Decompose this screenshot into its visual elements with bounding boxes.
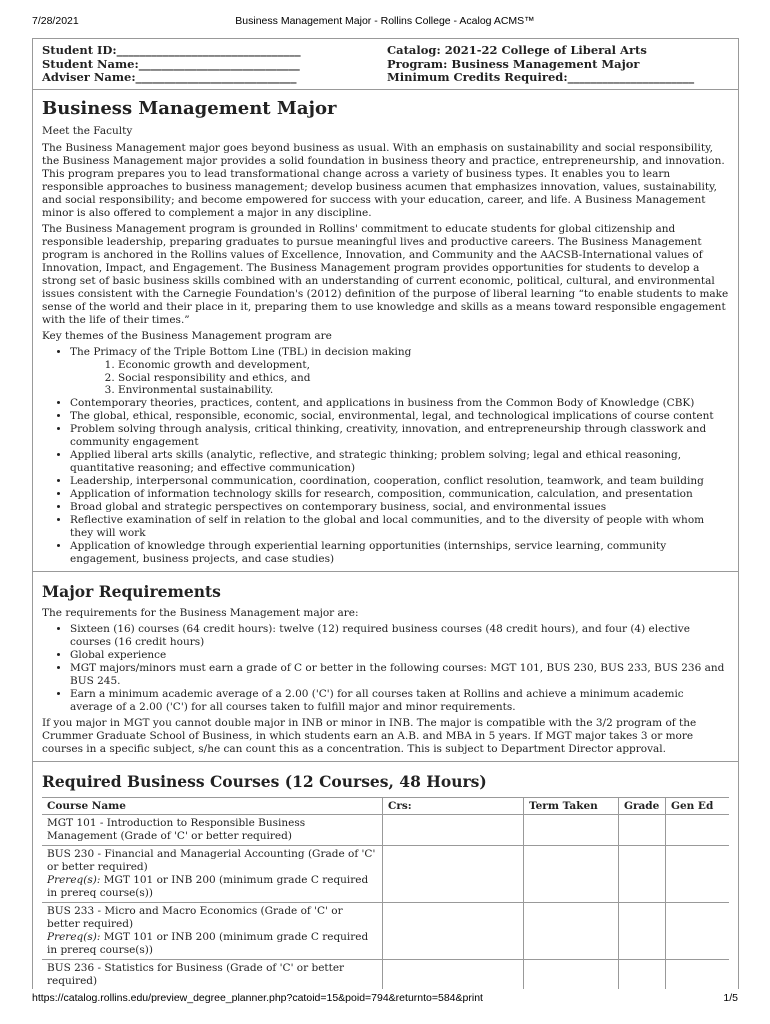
course-name[interactable]: BUS 233 - Micro and Macro Economics (Grade of 'C' or better required) [47, 904, 343, 930]
gen-ed-cell [666, 902, 730, 959]
list-item: 1. Economic growth and development, [118, 359, 729, 372]
requirements-list [42, 623, 729, 714]
gen-ed-cell [666, 959, 730, 989]
prereq-label: Prereq(s): [47, 873, 101, 886]
course-cell [42, 959, 383, 989]
term-cell [524, 902, 619, 959]
term-cell [524, 959, 619, 989]
table-header-row [42, 797, 729, 814]
list-item [70, 346, 729, 397]
gen-ed-cell [666, 814, 730, 845]
page-title: Business Management Major [42, 98, 337, 119]
list-item: • Applied liberal arts skills (analytic, reflective, and strategic thinking; problem solving; legal and ethical reasoning, quantitative reasoning; and effective communication) [70, 449, 729, 475]
print-header [32, 15, 738, 29]
table-row [42, 959, 729, 989]
grade-cell [619, 959, 666, 989]
student-id-field: Student ID:________________________________ [42, 43, 301, 57]
list-item: • Global experience [70, 649, 729, 662]
term-cell [524, 814, 619, 845]
gen-ed-cell [666, 845, 730, 902]
course-name[interactable]: MGT 101 - Introduction to Responsible Business Management (Grade of 'C' or better required) [47, 816, 306, 842]
theme-text: The Primacy of the Triple Bottom Line (TBL) in decision making [70, 346, 412, 358]
course-cell [42, 814, 383, 845]
list-item: • Application of information technology skills for research, composition, communication, calculation, and presentation [70, 488, 729, 501]
list-item: • Contemporary theories, practices, content, and applications in business from the Common Body of Knowledge (CBK) [70, 397, 729, 410]
list-item: 2. Social responsibility and ethics, and [118, 372, 729, 385]
list-item: • Application of knowledge through experiential learning opportunities (internships, service learning, community engagement, business projects, and case studies) [70, 540, 729, 566]
course-name[interactable]: BUS 230 - Financial and Managerial Accounting (Grade of 'C' or better required) [47, 847, 376, 873]
section-title: Required Business Courses (12 Courses, 48 Hours) [42, 771, 487, 791]
credits-cell [383, 959, 524, 989]
list-item: • Earn a minimum academic average of a 2.00 ('C') for all courses taken at Rollins and achieve a minimum academic average of a 2.00 ('C') for all courses taken to fulfill major and minor requirements. [70, 688, 729, 714]
catalog-label: Catalog: 2021-22 College of Liberal Arts [387, 43, 647, 57]
col-gen-ed: Gen Ed [666, 797, 730, 814]
required-courses-section [33, 762, 738, 990]
credits-cell [383, 902, 524, 959]
list-item: 3. Environmental sustainability. [118, 384, 729, 397]
program-info-right [387, 44, 694, 85]
list-item: • MGT majors/minors must earn a grade of C or better in the following courses: MGT 101, BUS 230, BUS 233, BUS 236 and BUS 245. [70, 662, 729, 688]
requirements-note: If you major in MGT you cannot double major in INB or minor in INB. The major is compatible with the 3/2 program of the Crummer Graduate School of Business, in which students earn an A.B. and MBA in 5 years. If MGT major takes 3 or more courses in a specific subject, s/he can count this as a concentration. This is subject to Department Director approval. [42, 716, 697, 755]
table-row [42, 814, 729, 845]
major-requirements-section [33, 572, 738, 762]
table-row [42, 845, 729, 902]
degree-planner-sheet [32, 38, 739, 989]
prereq-label: Prereq(s): [47, 930, 101, 943]
section-title: Major Requirements [42, 581, 221, 601]
student-info-box [33, 39, 738, 90]
tbl-sublist [70, 359, 729, 397]
list-item: • Leadership, interpersonal communication, coordination, cooperation, conflict resolution, teamwork, and team building [70, 475, 729, 488]
prereq-text: MGT 101 or INB 200 (minimum grade C required in prereq course(s)) [47, 930, 369, 956]
courses-table [42, 797, 729, 990]
course-cell [42, 845, 383, 902]
table-row [42, 902, 729, 959]
col-term-taken: Term Taken [524, 797, 619, 814]
grade-cell [619, 902, 666, 959]
adviser-name-field: Adviser Name:____________________________ [42, 70, 297, 84]
min-credits-field: Minimum Credits Required:______________________ [387, 70, 695, 84]
list-item: • Sixteen (16) courses (64 credit hours): twelve (12) required business courses (48 credit hours), and four (4) elective courses (16 credit hours) [70, 623, 729, 649]
list-item: • Broad global and strategic perspectives on contemporary business, social, and environmental issues [70, 501, 729, 514]
student-info-left [42, 44, 301, 85]
prereq-text: MGT 101 or INB 200 (minimum grade C required in prereq course(s)) [47, 873, 369, 899]
print-url: https://catalog.rollins.edu/preview_degree_planner.php?catoid=15&poid=794&returnto=584&print [32, 992, 483, 1004]
intro-paragraph-2: The Business Management program is grounded in Rollins' commitment to educate students for global citizenship and responsible leadership, preparing graduates to pursue meaningful lives and productive careers. The Business Management program is anchored in the Rollins values of Excellence, Innovation, and Community and the AACSB-International values of Innovation, Impact, and Engagement. The Business Management program provides opportunities for students to develop a strong set of basic business skills combined with an understanding of current economic, political, cultural, and environmental issues consistent with the Carnegie Foundation's (2012) definition of the purpose of liberal learning “to enable students to make sense of the world and their place in it, preparing them to use knowledge and skills as a means toward responsible engagement with the life of their times.” [42, 223, 729, 326]
course-cell [42, 902, 383, 959]
themes-lead: Key themes of the Business Management program are [42, 330, 332, 342]
list-item: • The global, ethical, responsible, economic, social, environmental, legal, and technological implications of course content [70, 410, 729, 423]
list-item: • Reflective examination of self in relation to the global and local communities, and to the diversity of people with whom they will work [70, 514, 729, 540]
program-label: Program: Business Management Major [387, 56, 640, 71]
course-name[interactable]: BUS 236 - Statistics for Business (Grade of 'C' or better required) [47, 961, 345, 987]
requirements-lead: The requirements for the Business Management major are: [42, 606, 359, 619]
student-name-field: Student Name:____________________________ [42, 56, 300, 71]
print-date: 7/28/2021 [32, 15, 79, 27]
themes-list [42, 346, 729, 566]
grade-cell [619, 814, 666, 845]
credits-cell [383, 814, 524, 845]
intro-paragraph-1: The Business Management major goes beyond business as usual. With an emphasis on sustainability and social responsibility, the Business Management major provides a solid foundation in business theory and practice, entrepreneurship, and innovation. This program prepares you to lead transformational change across a variety of business types. It enables you to learn responsible approaches to business management; develop business acumen that emphasizes innovation, values, sustainability, and social responsibility; and become empowered for success with your education, career, and life. A Business Management minor is also offered to complement a major in any discipline. [42, 142, 725, 219]
intro-section [33, 90, 738, 572]
page-number: 1/5 [723, 992, 738, 1004]
grade-cell [619, 845, 666, 902]
col-course-name: Course Name [42, 797, 383, 814]
meet-faculty-link[interactable]: Meet the Faculty [42, 125, 133, 137]
list-item: • Problem solving through analysis, critical thinking, creativity, innovation, and entrepreneurship through classwork and community engagement [70, 423, 729, 449]
credits-cell [383, 845, 524, 902]
col-credits: Crs: [383, 797, 524, 814]
term-cell [524, 845, 619, 902]
col-grade: Grade [619, 797, 666, 814]
print-footer [32, 992, 738, 1006]
print-title: Business Management Major - Rollins College - Acalog ACMS™ [235, 15, 535, 27]
